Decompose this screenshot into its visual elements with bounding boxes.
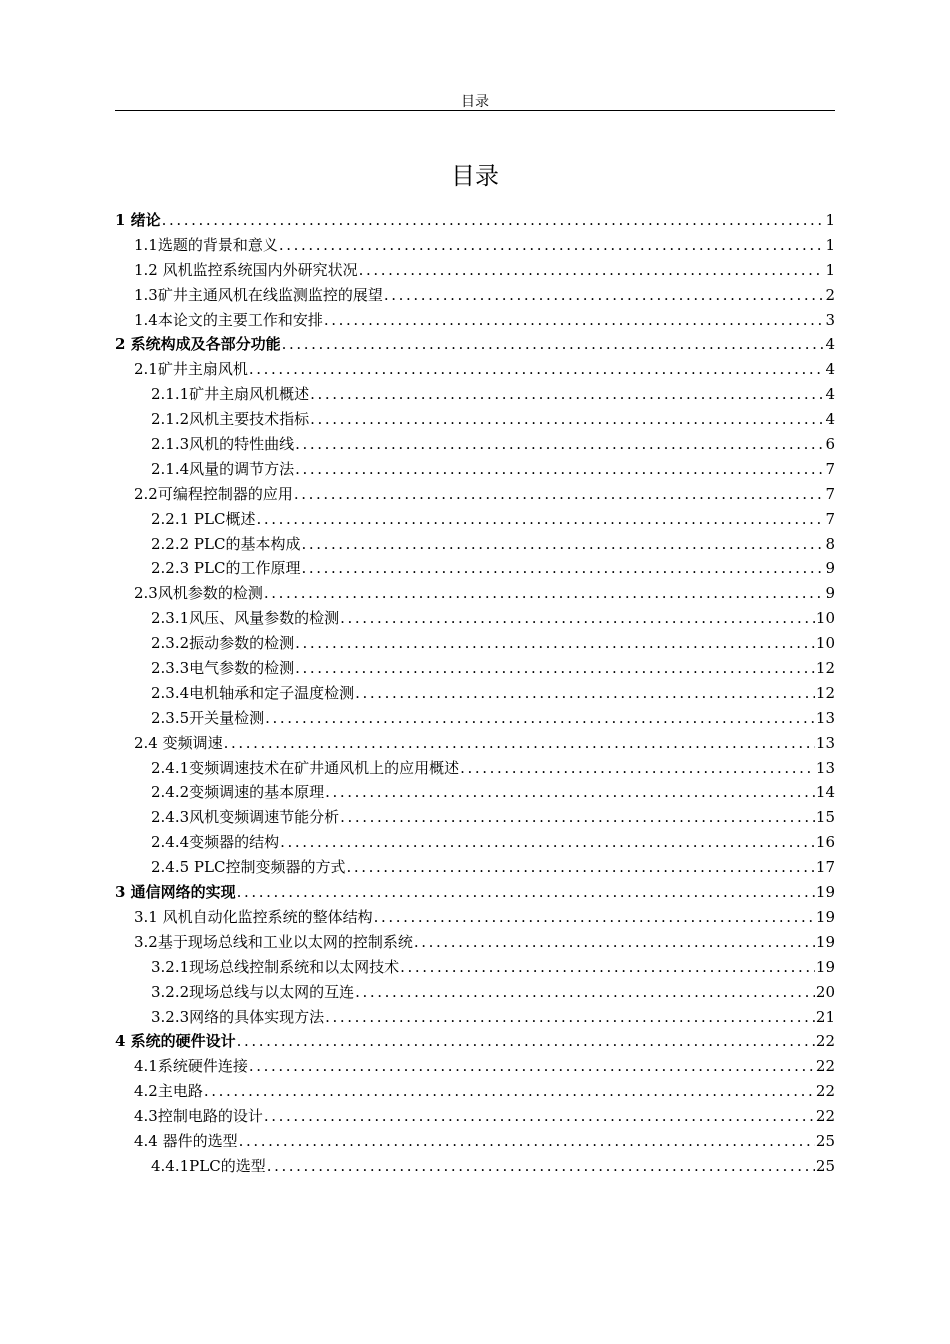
- toc-entry-page-number: 10: [815, 634, 835, 653]
- toc-entry-page-number: 9: [825, 559, 835, 578]
- toc-entry[interactable]: [115, 1054, 835, 1079]
- toc-entry[interactable]: [115, 980, 835, 1005]
- dot-leader: [294, 482, 825, 507]
- toc-entry-page-number: 13: [815, 733, 835, 752]
- toc-entry-label: 2.1.4风量的调节方法: [151, 459, 295, 478]
- toc-entry[interactable]: [115, 1005, 835, 1030]
- toc-entry[interactable]: [115, 407, 835, 432]
- toc-entry-label: 4.4.1PLC的选型: [151, 1156, 266, 1175]
- dot-leader: [295, 631, 815, 656]
- toc-entry-page-number: 19: [815, 957, 835, 976]
- toc-entry[interactable]: [115, 1104, 835, 1129]
- dot-leader: [324, 308, 825, 333]
- toc-entry-label: 2.3.2振动参数的检测: [151, 634, 295, 653]
- toc-entry[interactable]: [115, 332, 835, 357]
- toc-entry-label: 2.2.3 PLC的工作原理: [151, 559, 301, 578]
- toc-entry[interactable]: [115, 731, 835, 756]
- toc-entry[interactable]: [115, 432, 835, 457]
- toc-entry-label: 2.1.1矿井主扇风机概述: [151, 385, 310, 404]
- dot-leader: [280, 830, 815, 855]
- dot-leader: [162, 208, 825, 233]
- toc-entry-label: 2.4.3风机变频调速节能分析: [151, 808, 340, 827]
- dot-leader: [256, 507, 824, 532]
- toc-entry[interactable]: [115, 382, 835, 407]
- toc-entry-page-number: 4: [825, 385, 835, 404]
- toc-entry-label: 1.4本论文的主要工作和安排: [134, 310, 323, 329]
- toc-entry-label: 2.3.1风压、风量参数的检测: [151, 609, 340, 628]
- toc-entry-label: 2.1矿井主扇风机: [134, 360, 248, 379]
- toc-entry[interactable]: [115, 482, 835, 507]
- toc-entry-label: 3 通信网络的实现: [115, 883, 236, 902]
- toc-entry-page-number: 22: [815, 1032, 835, 1051]
- toc-entry-page-number: 13: [815, 708, 835, 727]
- dot-leader: [279, 233, 825, 258]
- toc-entry[interactable]: [115, 955, 835, 980]
- dot-leader: [460, 756, 815, 781]
- dot-leader: [237, 880, 815, 905]
- toc-entry-page-number: 16: [815, 833, 835, 852]
- dot-leader: [384, 283, 825, 308]
- dot-leader: [340, 606, 815, 631]
- toc-entry-page-number: 7: [825, 459, 835, 478]
- toc-entry-page-number: 6: [825, 435, 835, 454]
- toc-entry-page-number: 25: [815, 1131, 835, 1150]
- toc-entry-page-number: 4: [825, 335, 835, 354]
- toc-entry-page-number: 7: [825, 509, 835, 528]
- dot-leader: [265, 706, 815, 731]
- toc-entry[interactable]: [115, 1154, 835, 1179]
- toc-entry[interactable]: [115, 805, 835, 830]
- toc-entry[interactable]: [115, 880, 835, 905]
- dot-leader: [340, 805, 815, 830]
- toc-entry[interactable]: [115, 556, 835, 581]
- toc-entry[interactable]: [115, 830, 835, 855]
- toc-entry[interactable]: [115, 780, 835, 805]
- toc-entry-label: 2.1.3风机的特性曲线: [151, 435, 295, 454]
- toc-entry-page-number: 22: [815, 1082, 835, 1101]
- toc-entry-label: 2.3.3电气参数的检测: [151, 659, 295, 678]
- toc-entry[interactable]: [115, 855, 835, 880]
- toc-entry-page-number: 10: [815, 609, 835, 628]
- toc-entry-label: 4.2主电路: [134, 1082, 203, 1101]
- toc-entry-page-number: 17: [815, 858, 835, 877]
- toc-entry-page-number: 15: [815, 808, 835, 827]
- toc-entry-label: 4.4 器件的选型: [134, 1131, 238, 1150]
- page-title: 目录: [451, 162, 499, 190]
- toc-entry-page-number: 22: [815, 1057, 835, 1076]
- toc-entry[interactable]: [115, 457, 835, 482]
- toc-entry-label: 3.2基于现场总线和工业以太网的控制系统: [134, 932, 413, 951]
- toc-entry[interactable]: [115, 208, 835, 233]
- toc-entry-label: 1.3矿井主通风机在线监测监控的展望: [134, 285, 383, 304]
- dot-leader: [239, 1129, 815, 1154]
- toc-entry-label: 2.2可编程控制器的应用: [134, 484, 293, 503]
- toc-entry-label: 3.2.2现场总线与以太网的互连: [151, 982, 355, 1001]
- running-header: 目录: [461, 94, 489, 110]
- dot-leader: [325, 1005, 815, 1030]
- toc-entry-label: 2.4.5 PLC控制变频器的方式: [151, 858, 346, 877]
- table-of-contents: [115, 208, 835, 1179]
- toc-entry-label: 4 系统的硬件设计: [115, 1032, 236, 1051]
- dot-leader: [282, 332, 825, 357]
- dot-leader: [264, 1104, 815, 1129]
- toc-entry[interactable]: [115, 905, 835, 930]
- dot-leader: [359, 258, 825, 283]
- dot-leader: [301, 532, 824, 557]
- dot-leader: [295, 457, 824, 482]
- dot-leader: [237, 1029, 815, 1054]
- toc-entry-page-number: 3: [825, 310, 835, 329]
- toc-entry-page-number: 19: [815, 907, 835, 926]
- toc-entry[interactable]: [115, 756, 835, 781]
- toc-entry-label: 1.2 风机监控系统国内外研究状况: [134, 260, 358, 279]
- dot-leader: [249, 1054, 815, 1079]
- toc-entry[interactable]: [115, 1129, 835, 1154]
- toc-entry[interactable]: [115, 706, 835, 731]
- toc-entry[interactable]: [115, 930, 835, 955]
- toc-entry-label: 2.2.1 PLC概述: [151, 509, 256, 528]
- dot-leader: [355, 980, 815, 1005]
- toc-entry-label: 2.4.2变频调速的基本原理: [151, 783, 325, 802]
- dot-leader: [264, 581, 825, 606]
- toc-entry-page-number: 12: [815, 683, 835, 702]
- toc-entry-page-number: 4: [825, 360, 835, 379]
- dot-leader: [295, 432, 824, 457]
- toc-entry-page-number: 13: [815, 758, 835, 777]
- toc-entry-label: 2 系统构成及各部分功能: [115, 335, 281, 354]
- toc-entry[interactable]: [115, 656, 835, 681]
- toc-entry[interactable]: [115, 1029, 835, 1054]
- toc-entry-label: 2.3风机参数的检测: [134, 584, 263, 603]
- toc-entry-label: 2.3.4电机轴承和定子温度检测: [151, 683, 355, 702]
- dot-leader: [400, 955, 815, 980]
- dot-leader: [295, 656, 815, 681]
- dot-leader: [310, 407, 824, 432]
- dot-leader: [374, 905, 815, 930]
- toc-entry-label: 1 绪论: [115, 211, 161, 229]
- toc-entry[interactable]: [115, 606, 835, 631]
- toc-entry-page-number: 4: [825, 410, 835, 429]
- toc-entry-label: 3.2.3网络的具体实现方法: [151, 1007, 325, 1026]
- dot-leader: [346, 855, 814, 880]
- dot-leader: [310, 382, 824, 407]
- dot-leader: [249, 357, 825, 382]
- toc-entry-label: 2.4 变频调速: [134, 733, 223, 752]
- toc-entry-page-number: 1: [825, 211, 835, 229]
- toc-entry-page-number: 19: [815, 932, 835, 951]
- dot-leader: [414, 930, 815, 955]
- toc-entry[interactable]: [115, 258, 835, 283]
- toc-entry-page-number: 1: [825, 260, 835, 279]
- toc-entry-page-number: 12: [815, 659, 835, 678]
- toc-entry[interactable]: [115, 581, 835, 606]
- toc-entry[interactable]: [115, 681, 835, 706]
- toc-entry-page-number: 1: [825, 235, 835, 254]
- toc-entry-label: 2.1.2风机主要技术指标: [151, 410, 310, 429]
- toc-entry[interactable]: [115, 532, 835, 557]
- dot-leader: [325, 780, 815, 805]
- toc-entry-page-number: 7: [825, 484, 835, 503]
- toc-entry-label: 1.1选题的背景和意义: [134, 235, 278, 254]
- toc-entry[interactable]: [115, 308, 835, 333]
- toc-entry-label: 2.2.2 PLC的基本构成: [151, 534, 301, 553]
- toc-entry-page-number: 22: [815, 1107, 835, 1126]
- dot-leader: [301, 556, 824, 581]
- toc-entry-page-number: 25: [815, 1156, 835, 1175]
- toc-entry-page-number: 14: [815, 783, 835, 802]
- toc-entry-label: 3.1 风机自动化监控系统的整体结构: [134, 907, 373, 926]
- toc-entry[interactable]: [115, 283, 835, 308]
- toc-entry[interactable]: [115, 233, 835, 258]
- dot-leader: [224, 731, 815, 756]
- toc-entry[interactable]: [115, 357, 835, 382]
- dot-leader: [267, 1154, 815, 1179]
- toc-entry-label: 2.4.4变频器的结构: [151, 833, 280, 852]
- toc-entry-page-number: 9: [825, 584, 835, 603]
- toc-entry-page-number: 20: [815, 982, 835, 1001]
- toc-entry-label: 4.3控制电路的设计: [134, 1107, 263, 1126]
- toc-entry-page-number: 2: [825, 285, 835, 304]
- toc-entry-page-number: 19: [815, 883, 835, 902]
- toc-entry-label: 3.2.1现场总线控制系统和以太网技术: [151, 957, 400, 976]
- toc-entry-label: 2.3.5开关量检测: [151, 708, 265, 727]
- header-divider: [115, 110, 835, 111]
- toc-entry[interactable]: [115, 1079, 835, 1104]
- dot-leader: [355, 681, 815, 706]
- toc-entry-page-number: 21: [815, 1007, 835, 1026]
- toc-entry[interactable]: [115, 631, 835, 656]
- toc-entry-page-number: 8: [825, 534, 835, 553]
- toc-entry-label: 4.1系统硬件连接: [134, 1057, 248, 1076]
- toc-entry-label: 2.4.1变频调速技术在矿井通风机上的应用概述: [151, 758, 460, 777]
- dot-leader: [204, 1079, 815, 1104]
- toc-entry[interactable]: [115, 507, 835, 532]
